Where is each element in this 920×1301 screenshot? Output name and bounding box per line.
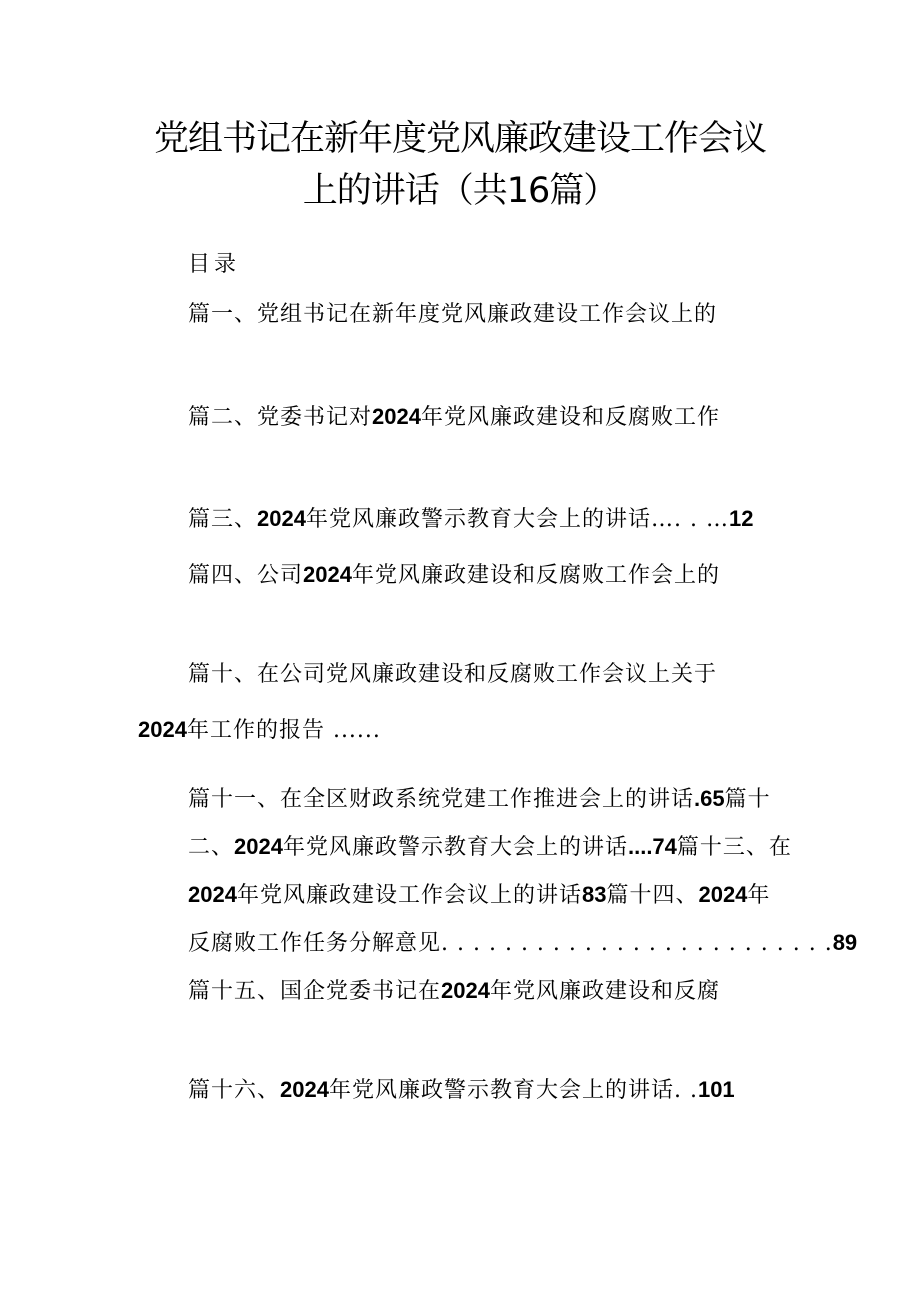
entry-text: 篇十六、 <box>188 1078 281 1103</box>
entry-text: 篇十、在公司党风廉政建设和反腐败工作会议上关于 <box>188 662 718 687</box>
document-title-line-2: 上的讲话（共16篇） <box>302 171 618 211</box>
toc-entry-3 <box>188 508 753 531</box>
entry-page-number: 101 <box>697 1077 735 1102</box>
entry-year: 2024 <box>372 404 421 429</box>
entry-page-number: 89 <box>832 930 858 955</box>
toc-entry-10 <box>188 664 717 686</box>
entry-page-number: 12 <box>728 506 754 531</box>
entry-page-number: 83 <box>581 882 607 907</box>
entry-leader-dots: . . . . . . . . . . . . . . . . . . . . . . . . . <box>441 931 833 956</box>
entry-text: 篇十五、国企党委书记在 <box>188 979 442 1004</box>
entry-text: 年党风廉政建设和反腐败工作 <box>420 405 720 430</box>
entry-text: 年党风廉政警示教育大会上的讲话…. . … <box>305 507 729 532</box>
entry-text: 年工作的报告 ...... <box>186 718 381 743</box>
entry-text: 年党风廉政建设和反腐 <box>489 979 720 1004</box>
toc-entry-1 <box>188 304 717 326</box>
entry-year: 2024 <box>188 882 237 907</box>
toc-entry-2 <box>188 406 720 429</box>
toc-heading: 目录 <box>188 252 241 277</box>
entry-text: 篇一、党组书记在新年度党风廉政建设工作会议上的 <box>188 302 718 327</box>
entry-text: 年党风廉政建设和反腐败工作会上的 <box>351 563 720 588</box>
entry-text: 反腐败工作任务分解意见 <box>188 931 442 956</box>
toc-entry-4 <box>188 564 720 587</box>
toc-entry-15 <box>188 980 720 1003</box>
toc-entry-14 <box>188 932 857 955</box>
toc-entry-10-continued <box>138 719 381 742</box>
toc-entry-16 <box>188 1079 735 1102</box>
entry-year: 2024 <box>234 834 283 859</box>
entry-year: 2024 <box>257 506 306 531</box>
entry-text: 二、 <box>188 835 235 860</box>
entry-page-number: ....74 <box>627 834 677 859</box>
entry-text: 篇三、 <box>188 507 258 532</box>
entry-year: 2024 <box>441 978 490 1003</box>
toc-entry-13 <box>188 884 770 907</box>
entry-year: 2024 <box>280 1077 329 1102</box>
entry-text: 年党风廉政警示教育大会上的讲话 <box>282 835 628 860</box>
entry-text: 篇四、公司 <box>188 563 304 588</box>
entry-text: 年党风廉政建设工作会议上的讲话 <box>236 883 582 908</box>
entry-year: 2024 <box>698 882 748 907</box>
entry-text: 篇二、党委书记对 <box>188 405 373 430</box>
toc-entry-11 <box>188 788 771 811</box>
entry-text: 篇十一、在全区财政系统党建工作推进会上的讲话 <box>188 787 695 812</box>
entry-page-number: .65 <box>694 786 725 811</box>
document-title-line-1: 党组书记在新年度党风廉政建设工作会议 <box>153 119 766 159</box>
toc-entry-12 <box>188 836 792 859</box>
entry-text: 篇十 <box>724 787 771 812</box>
entry-text: 篇十三、在 <box>676 835 792 860</box>
entry-year: 2024 <box>138 717 187 742</box>
entry-text: 年 <box>747 883 771 908</box>
entry-text: 篇十四、 <box>606 883 699 908</box>
entry-year: 2024 <box>303 562 352 587</box>
entry-text: 年党风廉政警示教育大会上的讲话. . <box>328 1078 698 1103</box>
